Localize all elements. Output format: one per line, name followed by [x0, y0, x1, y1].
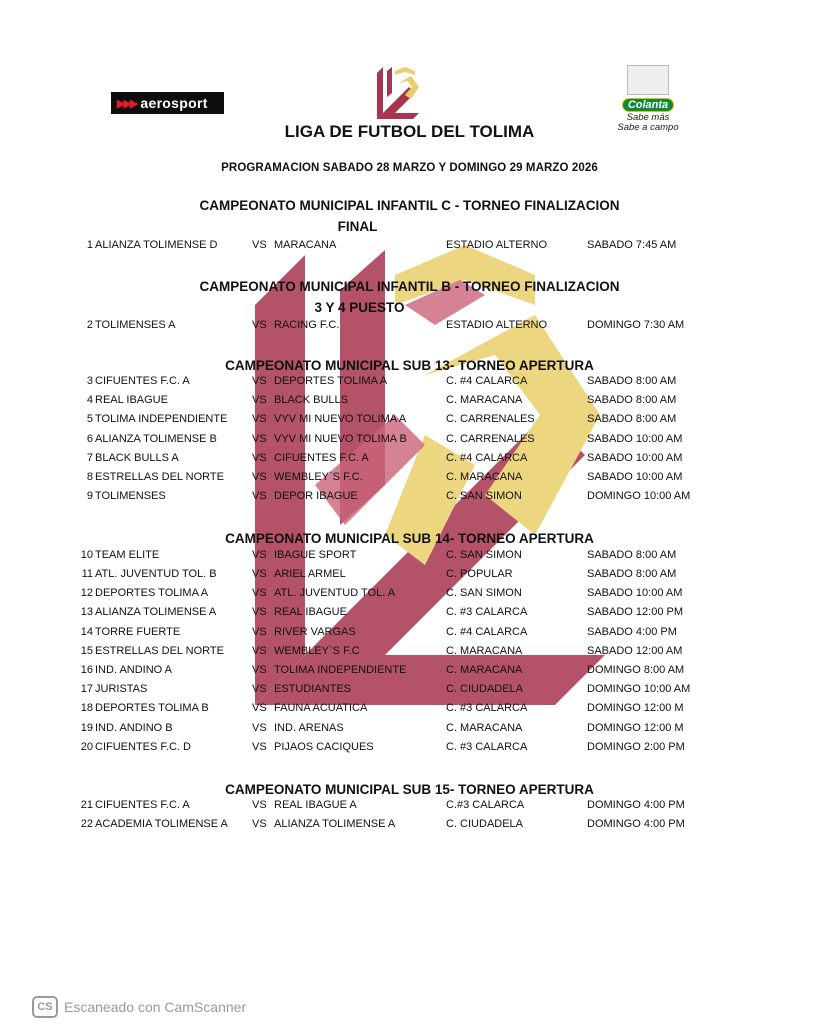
- camscanner-footer: [32, 996, 246, 1018]
- vs-label: VS: [252, 375, 267, 387]
- league-logo: [375, 65, 421, 121]
- venue: C. #3 CALARCA: [446, 702, 528, 714]
- away-team: DEPORTES TOLIMA A: [274, 375, 388, 387]
- match-number: 18: [80, 702, 93, 714]
- section-title: CAMPEONATO MUNICIPAL SUB 14- TORNEO APERTURA: [225, 531, 594, 546]
- footer-text: Escaneado con CamScanner: [64, 999, 247, 1015]
- match-number: 1: [86, 239, 93, 251]
- home-team: IND. ANDINO B: [95, 722, 173, 734]
- match-row: [0, 702, 819, 720]
- match-row: [0, 452, 819, 470]
- home-team: ALIANZA TOLIMENSE A: [95, 606, 217, 618]
- section-title: CAMPEONATO MUNICIPAL SUB 15- TORNEO APERTURA: [225, 782, 594, 797]
- venue: C. POPULAR: [446, 568, 513, 580]
- match-time: SABADO 7:45 AM: [587, 239, 677, 251]
- venue: C. SAN SIMON: [446, 549, 522, 561]
- venue: ESTADIO ALTERNO: [446, 319, 548, 331]
- home-team: CIFUENTES F.C. D: [95, 741, 191, 753]
- match-time: SABADO 4:00 PM: [587, 626, 677, 638]
- vs-label: VS: [252, 452, 267, 464]
- home-team: ALIANZA TOLIMENSE D: [95, 239, 218, 251]
- match-row: [0, 239, 819, 257]
- vs-label: VS: [252, 741, 267, 753]
- section-title: CAMPEONATO MUNICIPAL INFANTIL B - TORNEO FINALIZACION: [199, 279, 620, 294]
- vs-label: VS: [252, 702, 267, 714]
- match-time: DOMINGO 4:00 PM: [587, 799, 685, 811]
- match-number: 10: [80, 549, 93, 561]
- match-row: [0, 433, 819, 451]
- cow-icon: [627, 65, 669, 95]
- away-team: REAL IBAGUE A: [274, 799, 357, 811]
- match-row: [0, 664, 819, 682]
- home-team: ATL. JUVENTUD TOL. B: [95, 568, 217, 580]
- vs-label: VS: [252, 471, 267, 483]
- venue: C. #4 CALARCA: [446, 626, 528, 638]
- away-team: RIVER VARGAS: [274, 626, 356, 638]
- match-time: SABADO 8:00 AM: [587, 549, 677, 561]
- match-time: SABADO 10:00 AM: [587, 587, 683, 599]
- match-time: SABADO 10:00 AM: [587, 433, 683, 445]
- match-number: 13: [80, 606, 93, 618]
- venue: C.#3 CALARCA: [446, 799, 525, 811]
- vs-label: VS: [252, 394, 267, 406]
- home-team: JURISTAS: [95, 683, 148, 695]
- match-time: DOMINGO 4:00 PM: [587, 818, 685, 830]
- colanta-tagline-1: Sabe más: [626, 112, 670, 123]
- match-row: [0, 549, 819, 567]
- vs-label: VS: [252, 490, 267, 502]
- vs-label: VS: [252, 568, 267, 580]
- section-subtitle: FINAL: [337, 219, 378, 234]
- match-row: [0, 799, 819, 817]
- match-row: [0, 394, 819, 412]
- page-title: LIGA DE FUTBOL DEL TOLIMA: [284, 122, 535, 141]
- venue: C. SAN SIMON: [446, 587, 522, 599]
- match-number: 5: [86, 413, 93, 425]
- match-number: 17: [80, 683, 93, 695]
- vs-label: VS: [252, 818, 267, 830]
- home-team: ESTRELLAS DEL NORTE: [95, 645, 224, 657]
- vs-label: VS: [252, 799, 267, 811]
- match-number: 11: [81, 568, 93, 580]
- camscanner-icon: CS: [32, 996, 58, 1018]
- match-time: DOMINGO 7:30 AM: [587, 319, 685, 331]
- match-number: 16: [80, 664, 93, 676]
- vs-label: VS: [252, 319, 267, 331]
- away-team: RACING F.C.: [274, 319, 340, 331]
- vs-label: VS: [252, 239, 267, 251]
- match-number: 20: [80, 741, 93, 753]
- away-team: WEMBLEY`S F.C: [274, 645, 360, 657]
- home-team: TORRE FUERTE: [95, 626, 181, 638]
- section-title: CAMPEONATO MUNICIPAL SUB 13- TORNEO APERTURA: [225, 358, 594, 373]
- away-team: CIFUENTES F.C. A: [274, 452, 369, 464]
- home-team: CIFUENTES F.C. A: [95, 799, 190, 811]
- venue: C. MARACANA: [446, 722, 523, 734]
- away-team: FAUNA ACUATICA: [274, 702, 368, 714]
- away-team: PIJAOS CACIQUES: [274, 741, 374, 753]
- venue: C. MARACANA: [446, 471, 523, 483]
- away-team: ATL. JUVENTUD TOL. A: [274, 587, 396, 599]
- venue: C. MARACANA: [446, 664, 523, 676]
- match-number: 6: [86, 433, 93, 445]
- away-team: BLACK BULLS: [274, 394, 348, 406]
- vs-label: VS: [252, 626, 267, 638]
- vs-label: VS: [252, 722, 267, 734]
- match-row: [0, 645, 819, 663]
- venue: C. SAN SIMON: [446, 490, 522, 502]
- program-subtitle: PROGRAMACION SABADO 28 MARZO Y DOMINGO 29 MARZO 2026: [221, 162, 598, 174]
- venue: C. CARRENALES: [446, 433, 535, 445]
- vs-label: VS: [252, 413, 267, 425]
- match-time: SABADO 8:00 AM: [587, 375, 677, 387]
- match-row: [0, 490, 819, 508]
- match-time: SABADO 8:00 AM: [587, 394, 677, 406]
- home-team: BLACK BULLS A: [95, 452, 179, 464]
- venue: C. MARACANA: [446, 394, 523, 406]
- away-team: VYV MI NUEVO TOLIMA A: [274, 413, 407, 425]
- away-team: WEMBLEY`S F.C.: [274, 471, 363, 483]
- away-team: ARIEL ARMEL: [274, 568, 346, 580]
- vs-label: VS: [252, 683, 267, 695]
- away-team: TOLIMA INDEPENDIENTE: [274, 664, 407, 676]
- match-row: [0, 818, 819, 836]
- match-time: DOMINGO 8:00 AM: [587, 664, 685, 676]
- away-team: IND. ARENAS: [274, 722, 344, 734]
- match-number: 12: [80, 587, 93, 599]
- vs-label: VS: [252, 433, 267, 445]
- aerosport-logo: [111, 92, 224, 114]
- match-row: [0, 471, 819, 489]
- vs-label: VS: [252, 606, 267, 618]
- venue: C. CARRENALES: [446, 413, 535, 425]
- match-time: DOMINGO 10:00 AM: [587, 683, 691, 695]
- fast-forward-icon: ▶▶▶: [117, 97, 137, 110]
- vs-label: VS: [252, 645, 267, 657]
- match-number: 8: [86, 471, 93, 483]
- match-time: DOMINGO 12:00 M: [587, 702, 684, 714]
- match-number: 21: [80, 799, 93, 811]
- match-time: DOMINGO 10:00 AM: [587, 490, 691, 502]
- venue: C. CIUDADELA: [446, 818, 524, 830]
- match-row: [0, 413, 819, 431]
- match-row: [0, 683, 819, 701]
- home-team: ACADEMIA TOLIMENSE A: [95, 818, 228, 830]
- match-row: [0, 587, 819, 605]
- vs-label: VS: [252, 587, 267, 599]
- vs-label: VS: [252, 664, 267, 676]
- match-number: 3: [86, 375, 93, 387]
- home-team: REAL IBAGUE: [95, 394, 168, 406]
- match-number: 22: [80, 818, 93, 830]
- home-team: IND. ANDINO A: [95, 664, 173, 676]
- home-team: DEPORTES TOLIMA B: [95, 702, 209, 714]
- match-time: SABADO 10:00 AM: [587, 452, 683, 464]
- match-number: 4: [86, 394, 93, 406]
- match-time: SABADO 12:00 PM: [587, 606, 683, 618]
- venue: C. #4 CALARCA: [446, 452, 528, 464]
- home-team: TOLIMENSES A: [95, 319, 176, 331]
- section-title: CAMPEONATO MUNICIPAL INFANTIL C - TORNEO FINALIZACION: [199, 198, 620, 213]
- home-team: DEPORTES TOLIMA A: [95, 587, 209, 599]
- venue: C. CIUDADELA: [446, 683, 524, 695]
- match-number: 9: [86, 490, 93, 502]
- section-subtitle: 3 Y 4 PUESTO: [314, 300, 405, 315]
- match-time: DOMINGO 2:00 PM: [587, 741, 685, 753]
- match-number: 19: [80, 722, 93, 734]
- away-team: IBAGUE SPORT: [274, 549, 357, 561]
- away-team: MARACANA: [274, 239, 337, 251]
- match-number: 7: [86, 452, 93, 464]
- match-number: 14: [80, 626, 93, 638]
- match-number: 2: [86, 319, 93, 331]
- match-row: [0, 606, 819, 624]
- away-team: ALIANZA TOLIMENSE A: [274, 818, 396, 830]
- away-team: REAL IBAGUE: [274, 606, 347, 618]
- colanta-tagline-2: Sabe a campo: [617, 122, 679, 133]
- match-time: SABADO 8:00 AM: [587, 568, 677, 580]
- venue: C. MARACANA: [446, 645, 523, 657]
- match-row: [0, 722, 819, 740]
- venue: C. #3 CALARCA: [446, 741, 528, 753]
- match-number: 15: [80, 645, 93, 657]
- match-time: DOMINGO 12:00 M: [587, 722, 684, 734]
- colanta-brand: Colanta: [622, 98, 674, 112]
- aerosport-label: aerosport: [140, 95, 208, 111]
- home-team: TOLIMENSES: [95, 490, 166, 502]
- away-team: ESTUDIANTES: [274, 683, 352, 695]
- venue: C. #3 CALARCA: [446, 606, 528, 618]
- home-team: CIFUENTES F.C. A: [95, 375, 190, 387]
- match-time: SABADO 8:00 AM: [587, 413, 677, 425]
- match-row: [0, 626, 819, 644]
- home-team: ALIANZA TOLIMENSE B: [95, 433, 217, 445]
- match-row: [0, 568, 819, 586]
- venue: C. #4 CALARCA: [446, 375, 528, 387]
- away-team: DEPOR IBAGUE: [274, 490, 358, 502]
- match-row: [0, 319, 819, 337]
- home-team: TOLIMA INDEPENDIENTE: [95, 413, 228, 425]
- match-row: [0, 741, 819, 759]
- away-team: VYV MI NUEVO TOLIMA B: [274, 433, 407, 445]
- home-team: TEAM ELITE: [95, 549, 160, 561]
- venue: ESTADIO ALTERNO: [446, 239, 548, 251]
- match-row: [0, 375, 819, 393]
- home-team: ESTRELLAS DEL NORTE: [95, 471, 224, 483]
- match-time: SABADO 10:00 AM: [587, 471, 683, 483]
- vs-label: VS: [252, 549, 267, 561]
- match-time: SABADO 12:00 AM: [587, 645, 683, 657]
